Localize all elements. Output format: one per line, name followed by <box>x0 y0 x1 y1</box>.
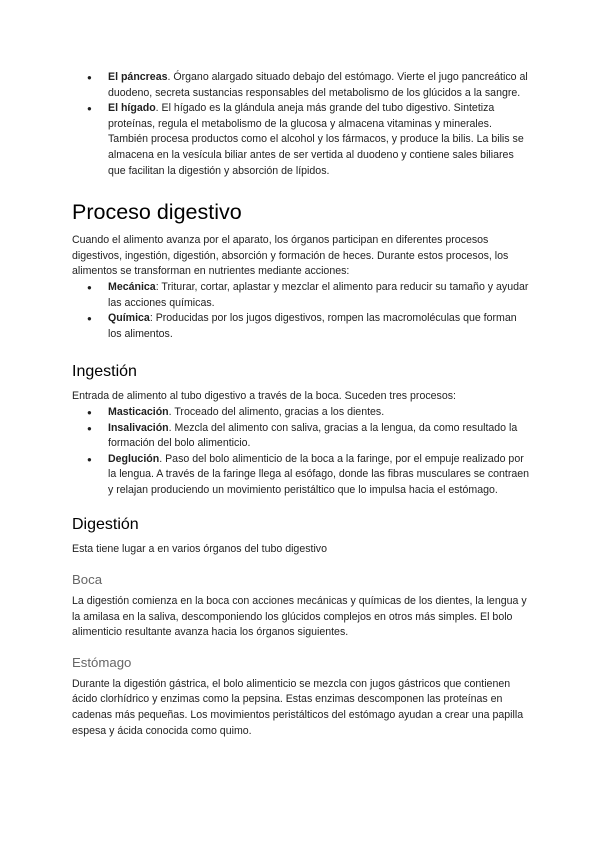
list-item <box>72 280 530 311</box>
list-item <box>72 405 530 421</box>
heading-digestion: Digestión <box>72 516 139 534</box>
item-text: : Producidas por los jugos digestivos, rompen las macromoléculas que forman los alimentos. <box>108 312 517 340</box>
term: El páncreas <box>108 71 168 83</box>
term: El hígado <box>108 102 156 115</box>
list-item <box>72 452 530 499</box>
paragraph-boca: La digestión comienza en la boca con acciones mecánicas y químicas de los dientes, la lengua y la amilasa en la saliva, descomponiendo los glúcidos complejos en otros más simples. El bolo alimenticio resultante avanza hacia los órganos siguientes. <box>72 595 527 639</box>
item-text: . Mezcla del alimento con saliva, gracias a la lengua, da como resultado la formación del bolo alimenticio. <box>108 421 518 450</box>
paragraph-digestion: Esta tiene lugar a en varios órganos del tubo digestivo <box>72 543 328 556</box>
actions-list <box>72 280 530 342</box>
glands-list <box>72 70 530 179</box>
paragraph-ingestion: Entrada de alimento al tubo digestivo a través de la boca. Suceden tres procesos: <box>72 390 456 403</box>
list-item <box>72 421 530 452</box>
ingestion-list <box>72 405 530 499</box>
term: Deglución <box>108 452 160 465</box>
item-text: : Triturar, cortar, aplastar y mezclar el alimento para reducir su tamaño y ayudar las acciones químicas. <box>108 280 529 309</box>
item-text: . Órgano alargado situado debajo del estómago. Vierte el jugo pancreático al duodeno, secreta sustancias responsables del metabolismo de los glúcidos a la sangre. <box>108 71 528 99</box>
heading-estomago: Estómago <box>72 654 132 670</box>
heading-ingestion: Ingestión <box>72 363 137 381</box>
list-item <box>72 101 530 179</box>
term: Insalivación <box>108 421 169 434</box>
term: Mecánica <box>108 280 156 293</box>
heading-boca: Boca <box>72 572 103 588</box>
document-page <box>72 70 530 739</box>
item-text: . Troceado del alimento, gracias a los dientes. <box>168 405 385 418</box>
term: Química <box>108 312 150 325</box>
list-item <box>72 70 530 101</box>
term: Masticación <box>108 405 169 418</box>
paragraph-proceso: Cuando el alimento avanza por el aparato, los órganos participan en diferentes procesos digestivos, ingestión, digestión, absorción y formación de heces. Durante estos procesos, los alimentos se transforman en nutrientes mediante acciones: <box>72 234 509 278</box>
item-text: . El hígado es la glándula aneja más grande del tubo digestivo. Sintetiza proteínas, regula el metabolismo de la glucosa y almacena vitaminas y minerales. También procesa productos como el alcohol y los fármacos, y produce la bilis. La bilis se almacena en la vesícula biliar antes de ser vertida al duodeno y contiene sales biliares que facilitan la digestión y absorción de lípidos. <box>108 102 524 177</box>
item-text: . Paso del bolo alimenticio de la boca a la faringe, por el empuje realizado por la lengua. A través de la faringe llega al esófago, donde las fibras musculares se contraen y relajan produciendo un movimiento peristáltico que lo impulsa hacia el estómago. <box>108 452 530 496</box>
heading-proceso-digestivo: Proceso digestivo <box>72 200 242 225</box>
list-item <box>72 311 530 342</box>
paragraph-estomago: Durante la digestión gástrica, el bolo alimenticio se mezcla con jugos gástricos que contienen ácido clorhídrico y enzimas como la pepsina. Estas enzimas descomponen las proteínas en cadenas más pequeñas. Los movimientos peristálticos del estómago ayudan a crear una papilla espesa y ácida conocida como quimo. <box>72 677 524 737</box>
